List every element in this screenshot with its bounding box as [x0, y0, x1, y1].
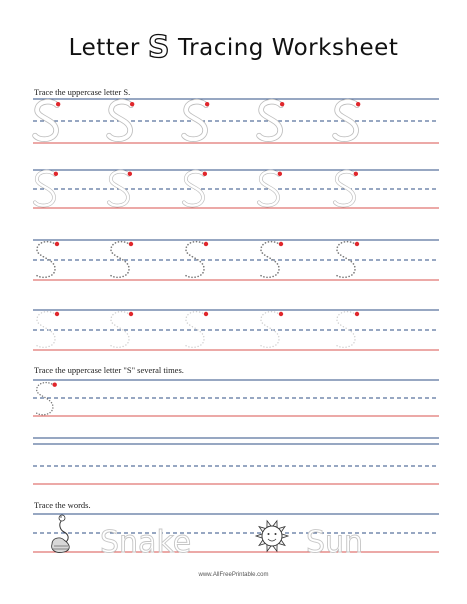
start-dot [279, 312, 283, 316]
title-outline-letter: S [147, 30, 170, 65]
start-dot [128, 172, 132, 176]
start-dot [129, 312, 133, 316]
instruction-section-2: Trace the uppercase letter "S" several times. [34, 365, 184, 375]
start-dot [55, 242, 59, 246]
start-dot [279, 242, 283, 246]
trace-letter-s [35, 242, 56, 278]
trace-letter-s [109, 312, 130, 348]
start-dot [280, 102, 284, 106]
start-dot [355, 242, 359, 246]
trace-letter-s [184, 242, 205, 278]
start-dot [54, 172, 58, 176]
instruction-section-3: Trace the words. [34, 500, 91, 510]
sun-icon [256, 521, 288, 551]
footer-website: www.AllFreePrintable.com [198, 572, 269, 578]
trace-word-sun: Sun [306, 525, 364, 560]
trace-letter-s [109, 242, 130, 278]
trace-letter-s [259, 242, 280, 278]
trace-letter-s [184, 312, 205, 348]
trace-word-snake: Snake [100, 525, 192, 560]
trace-letter-s [35, 172, 55, 206]
start-dot [55, 312, 59, 316]
trace-letter-s [259, 312, 280, 348]
trace-letter-s [335, 312, 356, 348]
trace-letter-s [35, 102, 57, 140]
trace-letter-s [184, 172, 204, 206]
start-dot [355, 312, 359, 316]
trace-letter-s [35, 312, 56, 348]
start-dot [56, 102, 60, 106]
start-dot [53, 383, 57, 387]
trace-letter-s [335, 102, 357, 140]
trace-letter-s [35, 383, 54, 415]
trace-letter-s [259, 172, 279, 206]
trace-letter-s [335, 242, 356, 278]
title-word-letter: Letter [68, 35, 140, 61]
tracing-letters [35, 102, 360, 415]
start-dot [205, 102, 209, 106]
start-dot [204, 242, 208, 246]
snake-icon [52, 515, 70, 553]
start-dot [130, 102, 134, 106]
guide-lines [33, 99, 439, 552]
start-dot [203, 172, 207, 176]
start-dot [204, 312, 208, 316]
start-dot [354, 172, 358, 176]
instruction-section-1: Trace the uppercase letter S. [34, 87, 131, 97]
trace-letter-s [184, 102, 206, 140]
trace-letter-s [259, 102, 281, 140]
start-dot [129, 242, 133, 246]
title-word-tracing-worksheet: Tracing Worksheet [177, 35, 399, 61]
trace-letter-s [109, 102, 131, 140]
start-dot [278, 172, 282, 176]
start-dot [356, 102, 360, 106]
